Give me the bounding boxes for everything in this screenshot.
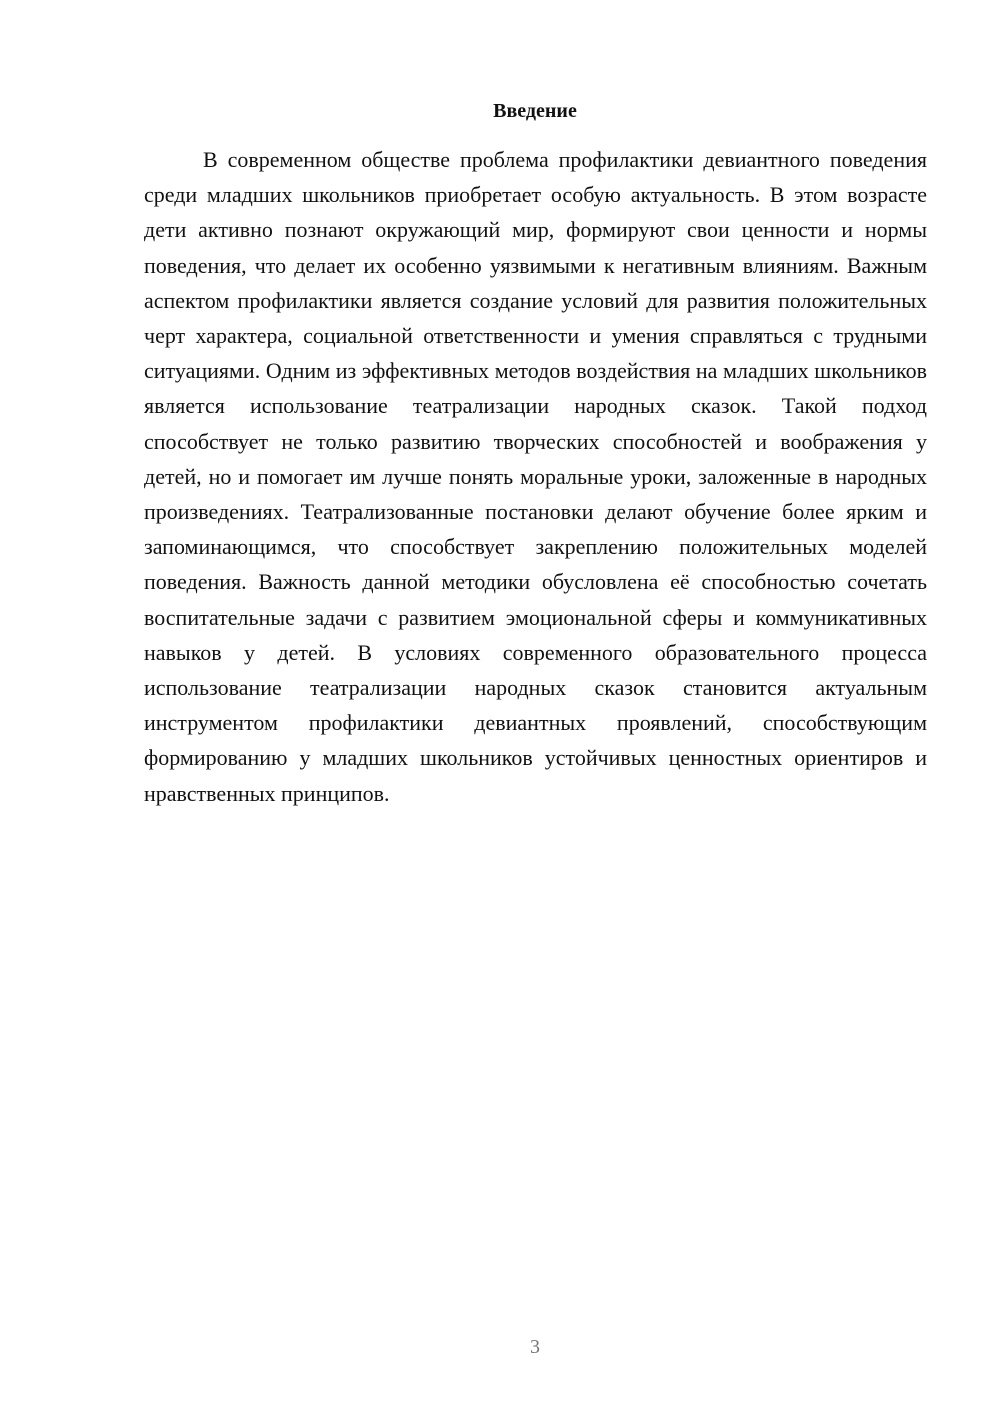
page-title: Введение	[493, 100, 577, 122]
page-number: 3	[530, 1336, 540, 1358]
body-paragraph: В современном обществе проблема профилактики девиантного поведения среди младших школьников приобретает особую актуальность. В этом возрасте дети активно познают окружающий мир, формируют свои ценности и нормы поведения, что делает их особенно уязвимыми к негативным влияниям. Важным аспектом профилактики является создание условий для развития положительных черт характера, социальной ответственности и умения справляться с трудными ситуациями. Одним из эффективных методов воздействия на младших школьников является использование театрализации народных сказок. Такой подход способствует не только развитию творческих способностей и воображения у детей, но и помогает им лучше понять моральные уроки, заложенные в народных произведениях. Театрализованные постановки делают обучение более ярким и запоминающимся, что способствует закреплению положительных моделей поведения. Важность данной методики обусловлена её способностью сочетать воспитательные задачи с развитием эмоциональной сферы и коммуникативных навыков у детей. В условиях современного образовательного процесса использование театрализации народных сказок становится актуальным инструментом профилактики девиантных проявлений, способствующим формированию у младших школьников устойчивых ценностных ориентиров и нравственных принципов.	[144, 147, 927, 806]
